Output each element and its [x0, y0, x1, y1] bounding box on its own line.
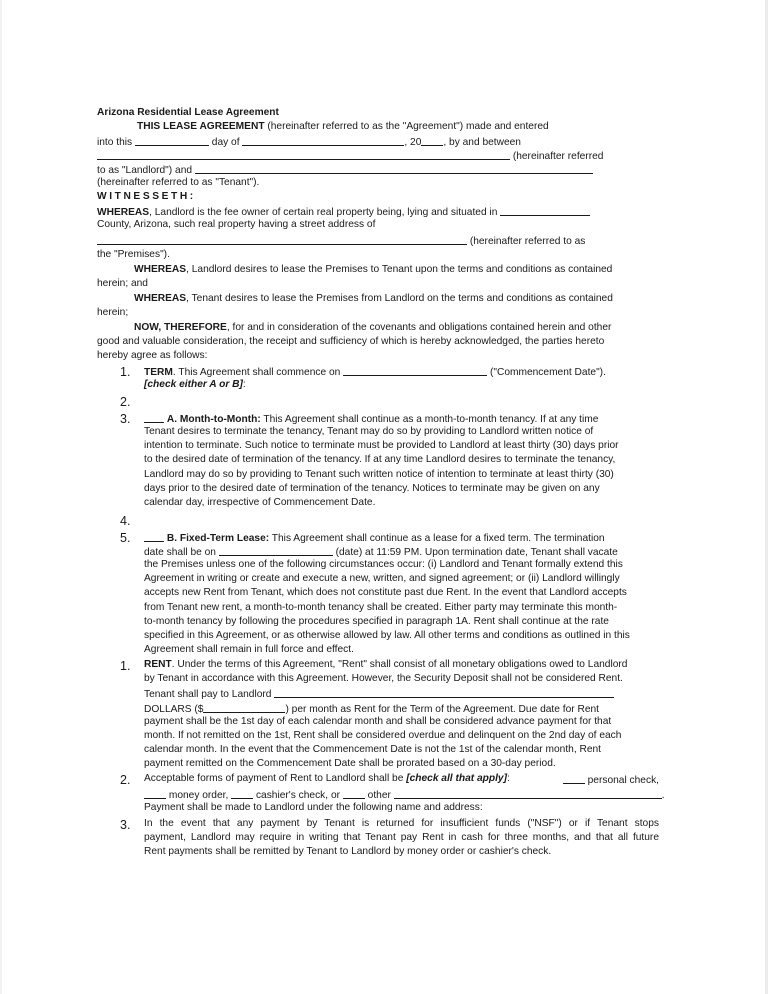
intro-line-2: into this day of , 20 , by and between — [97, 134, 521, 150]
whereas-1-line-3: (hereinafter referred to as — [97, 233, 585, 249]
whereas-1-line-1: WHEREAS, Landlord is the fee owner of certain real property being, lying and situated in — [97, 204, 590, 220]
payment-forms-line-1: Acceptable forms of payment of Rent to Landlord shall be [check all that apply]: personal check, — [144, 773, 659, 786]
term-number: 1. — [120, 365, 131, 379]
fixed-term-line-3: the Premises unless one of the following circumstances occur: (i) Landlord and Tenant formally extend this — [144, 559, 623, 570]
month-to-month-line-6: days prior to the desired date of termination of the tenancy. Notices to terminate may be given on any — [144, 483, 600, 494]
rent-line-5: payment shall be the 1st day of each calendar month and shall be considered advance payment for that — [144, 716, 612, 727]
month-to-month-line-3: intention to terminate. Such notice to terminate must be provided to Landlord at least thirty (30) days prior — [144, 440, 619, 451]
whereas-3-line-1: WHEREAS, Tenant desires to lease the Premises from Landlord on the terms and conditions as contained — [134, 293, 613, 304]
intro-line-1: THIS LEASE AGREEMENT (hereinafter referred to as the "Agreement") made and entered — [137, 121, 549, 132]
now-therefore-line-1: NOW, THEREFORE, for and in consideration of the covenants and obligations contained herein and other — [134, 322, 612, 333]
term-line-2: [check either A or B]: — [144, 379, 246, 390]
intro-line-5: (hereinafter referred to as "Tenant"). — [97, 177, 260, 188]
fixed-term-line-9: Agreement shall remain in full force and effect. — [144, 644, 354, 655]
fixed-term-line-7: to-month tenancy by following the procedures specified in paragraph 1A. Rent shall continue at the rate — [144, 616, 609, 627]
commencement-date-blank[interactable] — [343, 364, 487, 376]
month-to-month-line-5: Landlord may do so by providing to Tenant such written notice of intention to terminate at least thirty (30) — [144, 469, 614, 480]
item-number-4: 4. — [120, 514, 131, 528]
tenant-name-blank[interactable] — [195, 162, 593, 174]
fixed-term-line-2: date shall be on (date) at 11:59 PM. Upon termination date, Tenant shall vacate — [144, 544, 618, 560]
rent-amount-words-blank[interactable] — [274, 686, 614, 698]
money-order-blank[interactable] — [144, 787, 166, 799]
whereas-2-line-2: herein; and — [97, 278, 148, 289]
year-blank[interactable] — [421, 134, 443, 146]
rent-line-6: month. If not remitted on the 1st, Rent shall be considered overdue and delinquent on the 2nd day of each — [144, 730, 622, 741]
payment-forms-line-2: money order, cashier's check, or other . — [144, 787, 665, 803]
rent-line-1: RENT. Under the terms of this Agreement, "Rent" shall consist of all monetary obligations owed to Landlord — [144, 659, 628, 670]
fixed-term-line-5: accepts new Rent from Tenant, which does not constitute past due Rent. In the event that Landlord accepts — [144, 587, 627, 598]
month-to-month-line-4: to the desired date of termination of the tenancy. If at any time Landlord desires to terminate the tenancy, — [144, 454, 616, 465]
month-to-month-line-1: A. Month-to-Month: This Agreement shall continue as a month-to-month tenancy. If at any time — [144, 411, 598, 427]
now-therefore-line-3: hereby agree as follows: — [97, 350, 208, 361]
rent-line-2: by Tenant in accordance with this Agreement. However, the Security Deposit shall not be considered Rent. — [144, 673, 623, 684]
term-line-1: TERM. This Agreement shall commence on ("Commencement Date"). — [144, 364, 606, 380]
month-to-month-line-7: calendar day, irrespective of Commencement Date. — [144, 497, 376, 508]
month-blank[interactable] — [242, 134, 404, 146]
witnesseth-heading: WITNESSETH: — [97, 191, 196, 202]
fixed-term-line-4: Agreement in writing or create and execute a new, written, and signed agreement; or (ii) Landlord willingly — [144, 573, 620, 584]
nsf-number: 3. — [120, 818, 131, 832]
cashiers-check-blank[interactable] — [231, 787, 253, 799]
scan-edge-left — [0, 0, 2, 994]
month-to-month-checkbox-blank[interactable] — [144, 411, 164, 423]
payment-forms-line-3: Payment shall be made to Landlord under the following name and address: — [144, 802, 483, 813]
nsf-line-2: payment, Landlord may require in writing that Tenant pay Rent in cash for three months, and that all future — [144, 832, 659, 843]
rent-line-8: payment remitted on the Commencement Date shall be prorated based on a 30-day period. — [144, 758, 556, 769]
county-blank[interactable] — [500, 204, 590, 216]
other-payment-description-blank[interactable] — [394, 787, 662, 799]
whereas-1-line-4: the "Premises"). — [97, 249, 170, 260]
nsf-line-3: Rent payments shall be remitted by Tenant to Landlord by money order or cashier's check. — [144, 846, 552, 857]
rent-line-3: Tenant shall pay to Landlord — [144, 686, 614, 702]
other-payment-blank[interactable] — [343, 787, 365, 799]
landlord-name-blank[interactable] — [97, 148, 510, 160]
whereas-3-line-2: herein; — [97, 307, 129, 318]
fixed-term-line-6: from Tenant new rent, a month-to-month tenancy shall be created. Either party may terminate this month- — [144, 602, 618, 613]
termination-date-blank[interactable] — [219, 544, 333, 556]
fixed-term-line-8: specified in this Agreement, or as otherwise allowed by law. All other terms and conditions as outlined in this — [144, 630, 630, 641]
intro-line-3: (hereinafter referred — [97, 148, 603, 164]
street-address-blank[interactable] — [97, 233, 467, 245]
month-to-month-number: 3. — [120, 412, 131, 426]
personal-check-blank[interactable] — [563, 772, 585, 784]
day-blank[interactable] — [135, 134, 209, 146]
whereas-2-line-1: WHEREAS, Landlord desires to lease the Premises to Tenant upon the terms and conditions as contained — [134, 264, 613, 275]
intro-line-4: to as "Landlord") and — [97, 162, 593, 178]
rent-number: 1. — [120, 659, 131, 673]
now-therefore-line-2: good and valuable consideration, the receipt and sufficiency of which is hereby acknowledged, the parties hereto — [97, 336, 605, 347]
whereas-1-line-2: County, Arizona, such real property having a street address of — [97, 219, 376, 230]
payment-forms-number: 2. — [120, 773, 131, 787]
rent-amount-number-blank[interactable] — [203, 701, 285, 713]
document-title: Arizona Residential Lease Agreement — [97, 107, 279, 118]
rent-line-7: calendar month. In the event that the Commencement Date is not the 1st of the calendar month, Rent — [144, 744, 601, 755]
rent-line-4: DOLLARS ($ ) per month as Rent for the Term of the Agreement. Due date for Rent — [144, 701, 599, 717]
month-to-month-line-2: Tenant desires to terminate the tenancy, Tenant may do so by providing to Landlord written notice of — [144, 426, 594, 437]
fixed-term-line-1: B. Fixed-Term Lease: This Agreement shall continue as a lease for a fixed term. The termination — [144, 530, 605, 546]
item-number-2: 2. — [120, 395, 131, 409]
nsf-line-1: In the event that any payment by Tenant is returned for insufficient funds ("NSF") or if Tenant stops — [144, 818, 659, 829]
fixed-term-checkbox-blank[interactable] — [144, 530, 164, 542]
fixed-term-number: 5. — [120, 531, 131, 545]
